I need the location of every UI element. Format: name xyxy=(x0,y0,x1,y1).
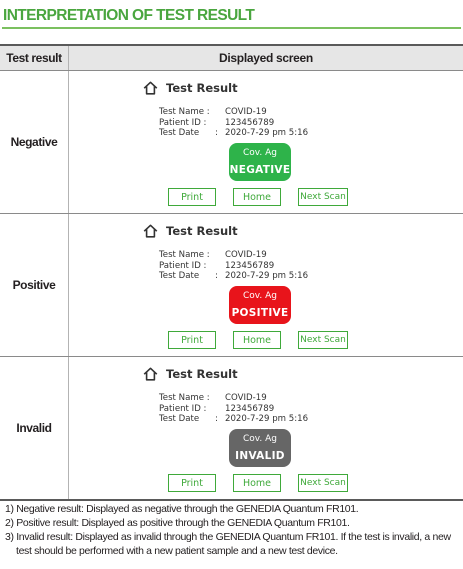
result-badge xyxy=(229,143,291,181)
test-date-label: Test Date xyxy=(159,128,200,138)
test-name-label: Test Name : xyxy=(159,107,210,117)
screen-title: Test Result xyxy=(166,367,238,381)
header-test-result: Test result xyxy=(0,46,69,70)
patient-id-value: 123456789 xyxy=(225,403,275,414)
test-name-label: Test Name : xyxy=(159,393,210,403)
screen-title: Test Result xyxy=(166,224,238,238)
badge-result: NEGATIVE xyxy=(229,164,291,176)
badge-result: INVALID xyxy=(235,450,285,462)
print-button[interactable]: Print xyxy=(168,188,216,206)
next-scan-button[interactable]: Next Scan xyxy=(298,474,348,492)
test-info: Test Name : COVID-19 Patient ID : 123456789 Test Date : 2020-7-29 pm 5:16 xyxy=(159,107,309,138)
result-label: Invalid xyxy=(0,357,69,499)
page-title: INTERPRETATION OF TEST RESULT xyxy=(3,7,255,24)
test-name-value: COVID-19 xyxy=(225,107,267,117)
patient-id-label: Patient ID : xyxy=(159,260,207,271)
home-outline-icon[interactable] xyxy=(143,81,158,95)
title-underline xyxy=(2,27,461,29)
device-screen xyxy=(143,77,397,209)
next-scan-button[interactable]: Next Scan xyxy=(298,188,348,206)
patient-id-label: Patient ID : xyxy=(159,117,207,128)
test-info: Test Name : COVID-19 Patient ID : 123456789 Test Date : 2020-7-29 pm 5:16 xyxy=(159,250,309,281)
table-row-positive xyxy=(0,214,463,357)
result-table xyxy=(0,44,463,501)
table-row-negative xyxy=(0,71,463,214)
test-name-value: COVID-19 xyxy=(225,250,267,260)
patient-id-value: 123456789 xyxy=(225,260,275,271)
badge-test-type: Cov. Ag xyxy=(242,291,277,301)
test-date-label: Test Date xyxy=(159,271,200,281)
device-screen xyxy=(143,363,397,495)
result-badge xyxy=(229,286,291,324)
patient-id-label: Patient ID : xyxy=(159,403,207,414)
home-outline-icon[interactable] xyxy=(143,367,158,381)
note-positive: 2) Positive result: Displayed as positive through the GENEDIA Quantum FR101. xyxy=(5,517,350,529)
screen-title: Test Result xyxy=(166,81,238,95)
test-name-label: Test Name : xyxy=(159,250,210,260)
home-button[interactable]: Home xyxy=(233,188,281,206)
note-invalid: 3) Invalid result: Displayed as invalid through the GENEDIA Quantum FR101. If the test is invalid, a new xyxy=(5,531,451,543)
result-badge xyxy=(229,429,291,467)
print-button[interactable]: Print xyxy=(168,474,216,492)
test-name-value: COVID-19 xyxy=(225,393,267,403)
print-button[interactable]: Print xyxy=(168,331,216,349)
result-label: Positive xyxy=(0,214,69,356)
badge-test-type: Cov. Ag xyxy=(242,434,277,444)
next-scan-button[interactable]: Next Scan xyxy=(298,331,348,349)
badge-result: POSITIVE xyxy=(231,307,289,319)
table-header xyxy=(0,46,463,71)
device-screen xyxy=(143,220,397,352)
badge-test-type: Cov. Ag xyxy=(242,148,277,158)
table-row-invalid xyxy=(0,357,463,501)
test-date-value: 2020-7-29 pm 5:16 xyxy=(225,128,309,138)
result-label: Negative xyxy=(0,71,69,213)
patient-id-value: 123456789 xyxy=(225,117,275,128)
test-date-label: Test Date xyxy=(159,414,200,424)
note-invalid-continued: test should be performed with a new patient sample and a new test device. xyxy=(16,545,338,557)
home-button[interactable]: Home xyxy=(233,331,281,349)
test-date-value: 2020-7-29 pm 5:16 xyxy=(225,271,309,281)
home-outline-icon[interactable] xyxy=(143,224,158,238)
home-button[interactable]: Home xyxy=(233,474,281,492)
note-negative: 1) Negative result: Displayed as negative through the GENEDIA Quantum FR101. xyxy=(5,503,359,515)
test-info: Test Name : COVID-19 Patient ID : 123456789 Test Date : 2020-7-29 pm 5:16 xyxy=(159,393,309,424)
footnotes xyxy=(5,502,461,558)
test-date-value: 2020-7-29 pm 5:16 xyxy=(225,414,309,424)
header-displayed-screen: Displayed screen xyxy=(219,51,313,65)
